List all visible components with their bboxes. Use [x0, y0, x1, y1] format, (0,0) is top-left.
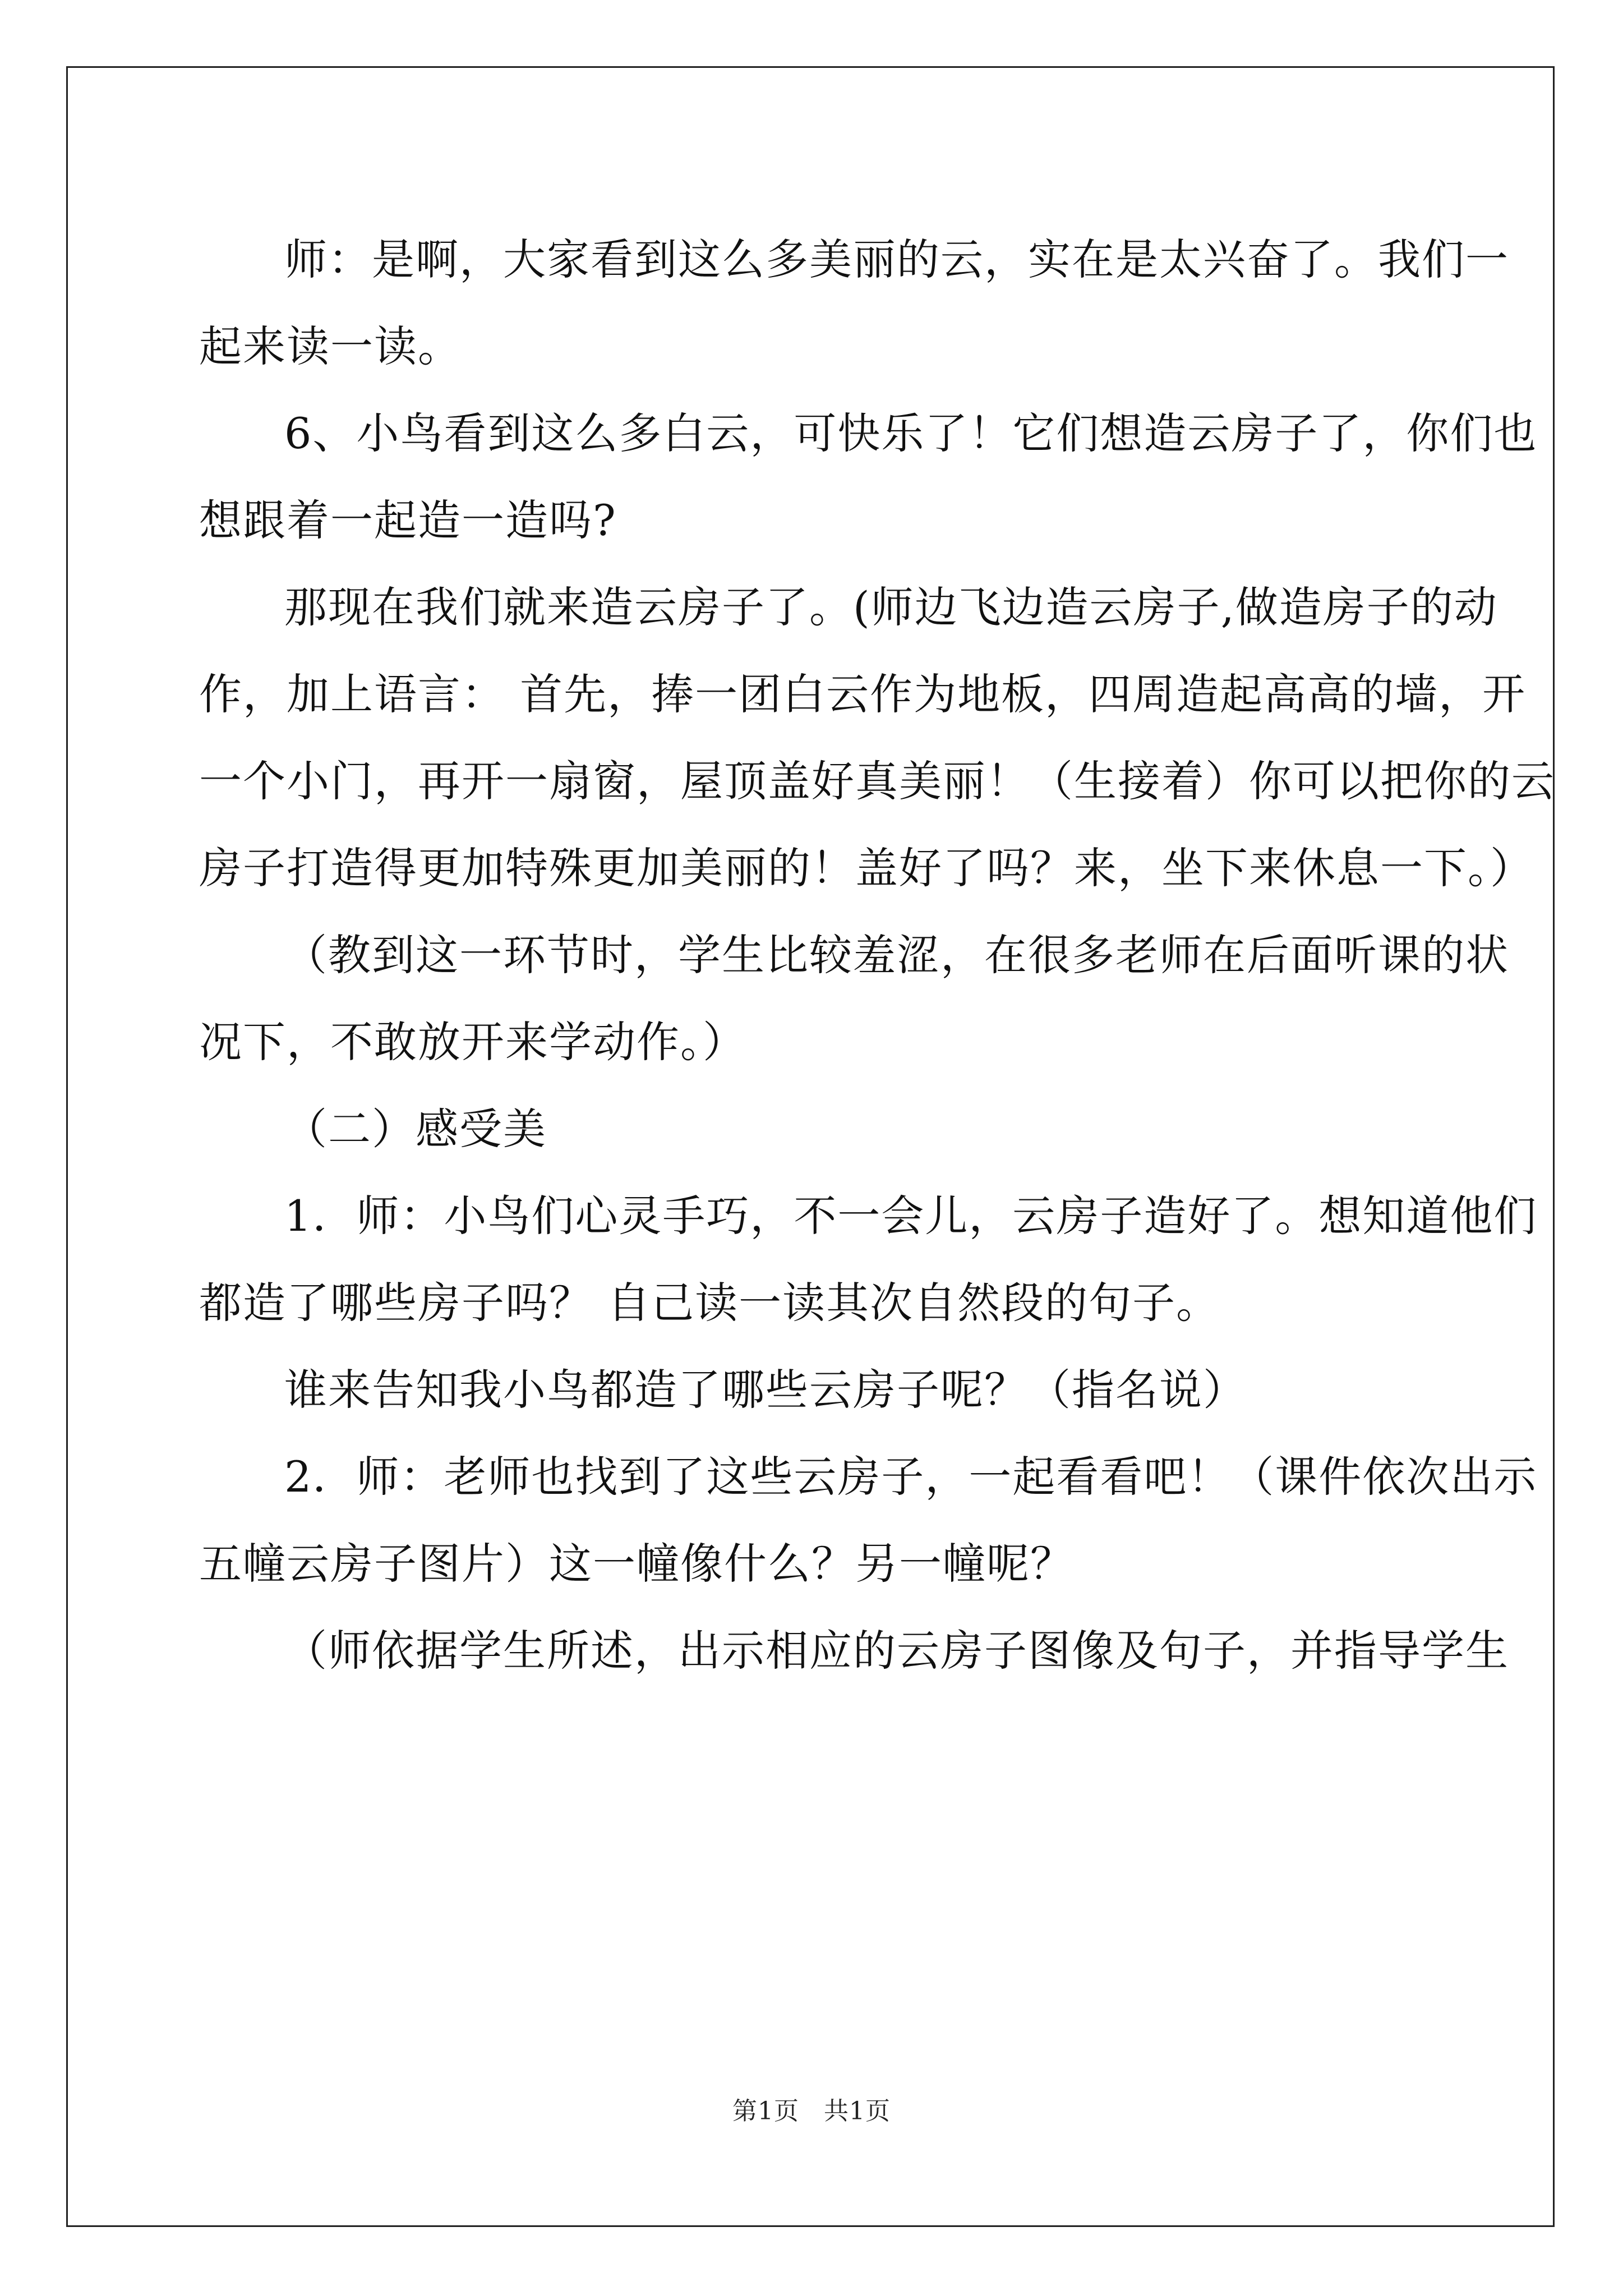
document-body: [199, 216, 1555, 1694]
text-line: 谁来告知我小鸟都造了哪些云房子呢？（指名说）: [284, 1365, 1247, 1415]
text-line: 想跟着一起造一造吗?: [199, 495, 617, 545]
text-line: 都造了哪些房子吗？ 自己读一读其次自然段的句子。: [199, 1278, 1220, 1328]
text-line: 起来读一读。: [199, 321, 462, 371]
text-line: 师：是啊，大家看到这么多美丽的云，实在是太兴奋了。我们一: [284, 234, 1509, 284]
text-line: 那现在我们就来造云房子了。(师边飞边造云房子,做造房子的动: [284, 582, 1498, 632]
text-line: 2．师：老师也找到了这些云房子，一起看看吧！（课件依次出示: [284, 1452, 1538, 1502]
page-total: 共1页: [824, 2097, 891, 2125]
text-line: （师依据学生所述，出示相应的云房子图像及句子，并指导学生: [284, 1626, 1509, 1676]
page-footer: [0, 2095, 1623, 2128]
text-line: 一个小门，再开一扇窗，屋顶盖好真美丽！（生接着）你可以把你的云: [199, 756, 1555, 806]
text-line: 1．师：小鸟们心灵手巧，不一会儿，云房子造好了。想知道他们: [284, 1191, 1538, 1241]
text-line: 房子打造得更加特殊更加美丽的！盖好了吗？来，坐下来休息一下。）: [199, 843, 1534, 893]
section-heading: （二）感受美: [284, 1104, 547, 1154]
page-number: 第1页: [732, 2097, 799, 2125]
text-line: （教到这一环节时，学生比较羞涩，在很多老师在后面听课的状: [284, 930, 1509, 980]
text-line: 五幢云房子图片）这一幢像什么？另一幢呢？: [199, 1539, 1074, 1589]
text-line: 况下，不敢放开来学动作。）: [199, 1017, 746, 1067]
text-line: 作，加上语言： 首先，捧一团白云作为地板，四周造起高高的墙，开: [199, 669, 1527, 719]
text-line: 6、小鸟看到这么多白云，可快乐了！它们想造云房子了，你们也: [284, 408, 1538, 458]
